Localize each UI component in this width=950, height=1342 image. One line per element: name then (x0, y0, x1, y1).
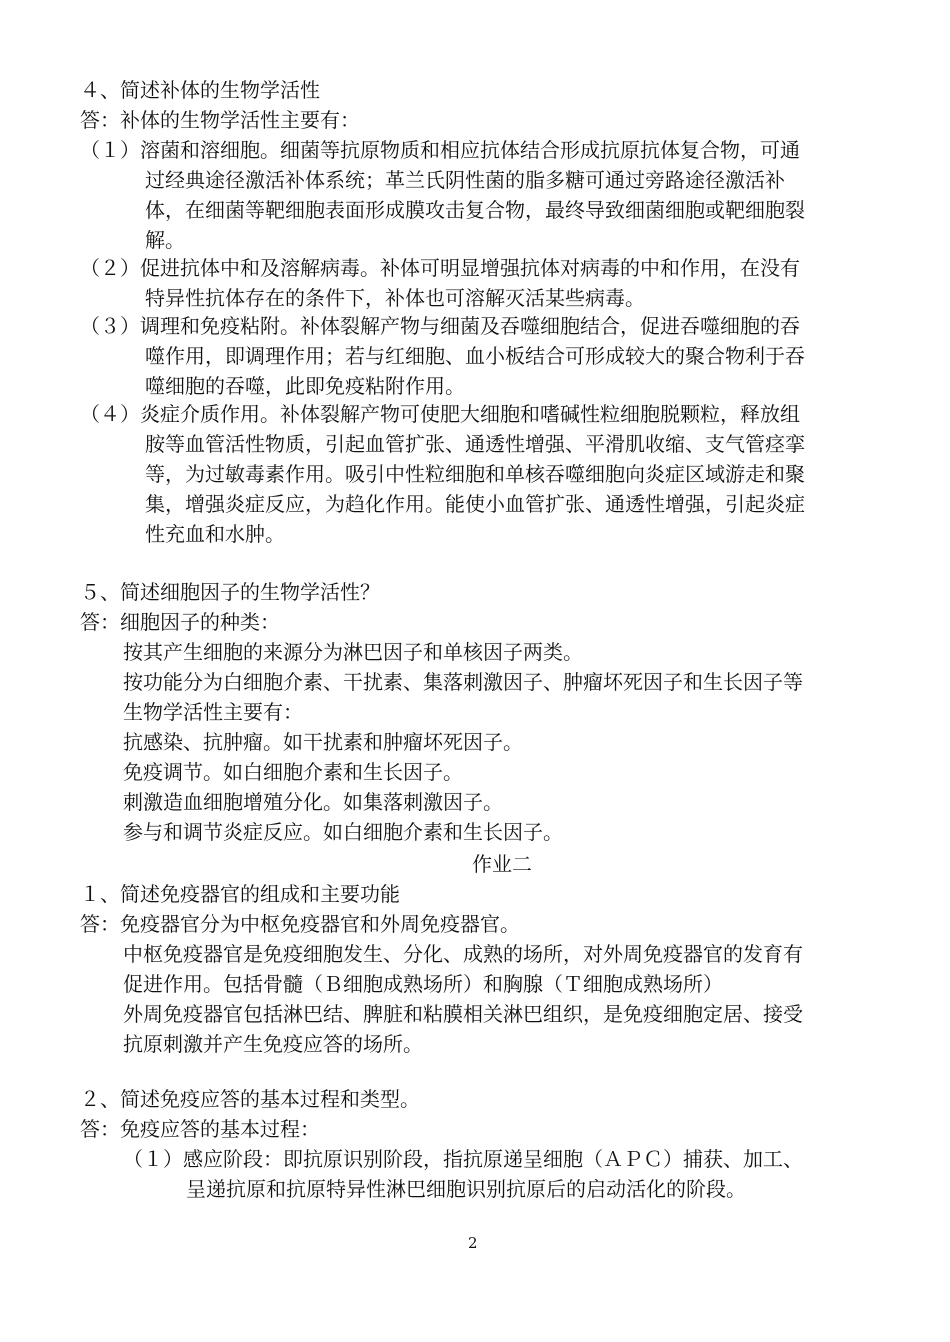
question-1-heading: １、简述免疫器官的组成和主要功能 (80, 882, 400, 906)
answer-4-item-4-line-5: 性充血和水肿。 (145, 522, 285, 546)
answer-4-item-3-line-1: （３）调理和免疫粘附。补体裂解产物与细菌及吞噬细胞结合，促进吞噬细胞的吞 (80, 314, 800, 338)
answer-1-line-2: 促进作用。包括骨髓（Ｂ细胞成熟场所）和胸腺（Ｔ细胞成熟场所） (123, 972, 723, 996)
answer-4-item-4-line-4: 集，增强炎症反应，为趋化作用。能使小血管扩张、通透性增强，引起炎症 (145, 492, 805, 516)
answer-4-item-1-line-4: 解。 (145, 228, 185, 252)
answer-5-line-7: 参与和调节炎症反应。如白细胞介素和生长因子。 (123, 820, 563, 844)
answer-4-item-4-line-3: 等，为过敏毒素作用。吸引中性粒细胞和单核吞噬细胞向炎症区域游走和聚 (145, 462, 805, 486)
answer-4-item-3-line-2: 噬作用，即调理作用；若与红细胞、血小板结合可形成较大的聚合物利于吞 (145, 344, 805, 368)
answer-5-line-2: 按功能分为白细胞介素、干扰素、集落刺激因子、肿瘤坏死因子和生长因子等 (123, 670, 803, 694)
answer-1-line-3: 外周免疫器官包括淋巴结、脾脏和粘膜相关淋巴组织，是免疫细胞定居、接受 (123, 1002, 803, 1026)
answer-5-line-4: 抗感染、抗肿瘤。如干扰素和肿瘤坏死因子。 (123, 730, 523, 754)
answer-4-item-3-line-3: 噬细胞的吞噬，此即免疫粘附作用。 (145, 374, 465, 398)
answer-5-line-5: 免疫调节。如白细胞介素和生长因子。 (123, 760, 463, 784)
question-4-heading: ４、简述补体的生物学活性 (80, 78, 320, 102)
answer-1-line-4: 抗原刺激并产生免疫应答的场所。 (123, 1032, 423, 1056)
answer-2-item-1-line-2: 呈递抗原和抗原特异性淋巴细胞识别抗原后的启动活化的阶段。 (186, 1177, 746, 1201)
section-title: 作业二 (472, 852, 532, 876)
answer-5-line-1: 按其产生细胞的来源分为淋巴因子和单核因子两类。 (123, 640, 583, 664)
answer-5-line-3: 生物学活性主要有： (123, 700, 303, 724)
question-2-heading: ２、简述免疫应答的基本过程和类型。 (80, 1087, 420, 1111)
answer-1-intro: 答：免疫器官分为中枢免疫器官和外周免疫器官。 (80, 912, 520, 936)
answer-4-item-2-line-2: 特异性抗体存在的条件下，补体也可溶解灭活某些病毒。 (145, 286, 645, 310)
answer-4-item-4-line-1: （４）炎症介质作用。补体裂解产物可使肥大细胞和嗜碱性粒细胞脱颗粒，释放组 (80, 402, 800, 426)
page-number: 2 (468, 1234, 478, 1252)
answer-4-intro: 答：补体的生物学活性主要有： (80, 108, 360, 132)
answer-4-item-1-line-1: （１）溶菌和溶细胞。细菌等抗原物质和相应抗体结合形成抗原抗体复合物，可通 (80, 138, 800, 162)
answer-2-item-1-line-1: （１）感应阶段：即抗原识别阶段，指抗原递呈细胞（ＡＰＣ）捕获、加工、 (123, 1147, 803, 1171)
answer-4-item-2-line-1: （２）促进抗体中和及溶解病毒。补体可明显增强抗体对病毒的中和作用，在没有 (80, 256, 800, 280)
answer-4-item-1-line-2: 过经典途径激活补体系统；革兰氏阴性菌的脂多糖可通过旁路途径激活补 (145, 168, 785, 192)
answer-4-item-4-line-2: 胺等血管活性物质，引起血管扩张、通透性增强、平滑肌收缩、支气管痉挛 (145, 432, 805, 456)
answer-2-intro: 答：免疫应答的基本过程： (80, 1117, 320, 1141)
answer-1-line-1: 中枢免疫器官是免疫细胞发生、分化、成熟的场所，对外周免疫器官的发育有 (123, 942, 803, 966)
answer-5-intro: 答：细胞因子的种类： (80, 610, 280, 634)
question-5-heading: ５、简述细胞因子的生物学活性？ (80, 580, 380, 604)
answer-4-item-1-line-3: 体，在细菌等靶细胞表面形成膜攻击复合物，最终导致细菌细胞或靶细胞裂 (145, 198, 805, 222)
answer-5-line-6: 刺激造血细胞增殖分化。如集落刺激因子。 (123, 790, 503, 814)
